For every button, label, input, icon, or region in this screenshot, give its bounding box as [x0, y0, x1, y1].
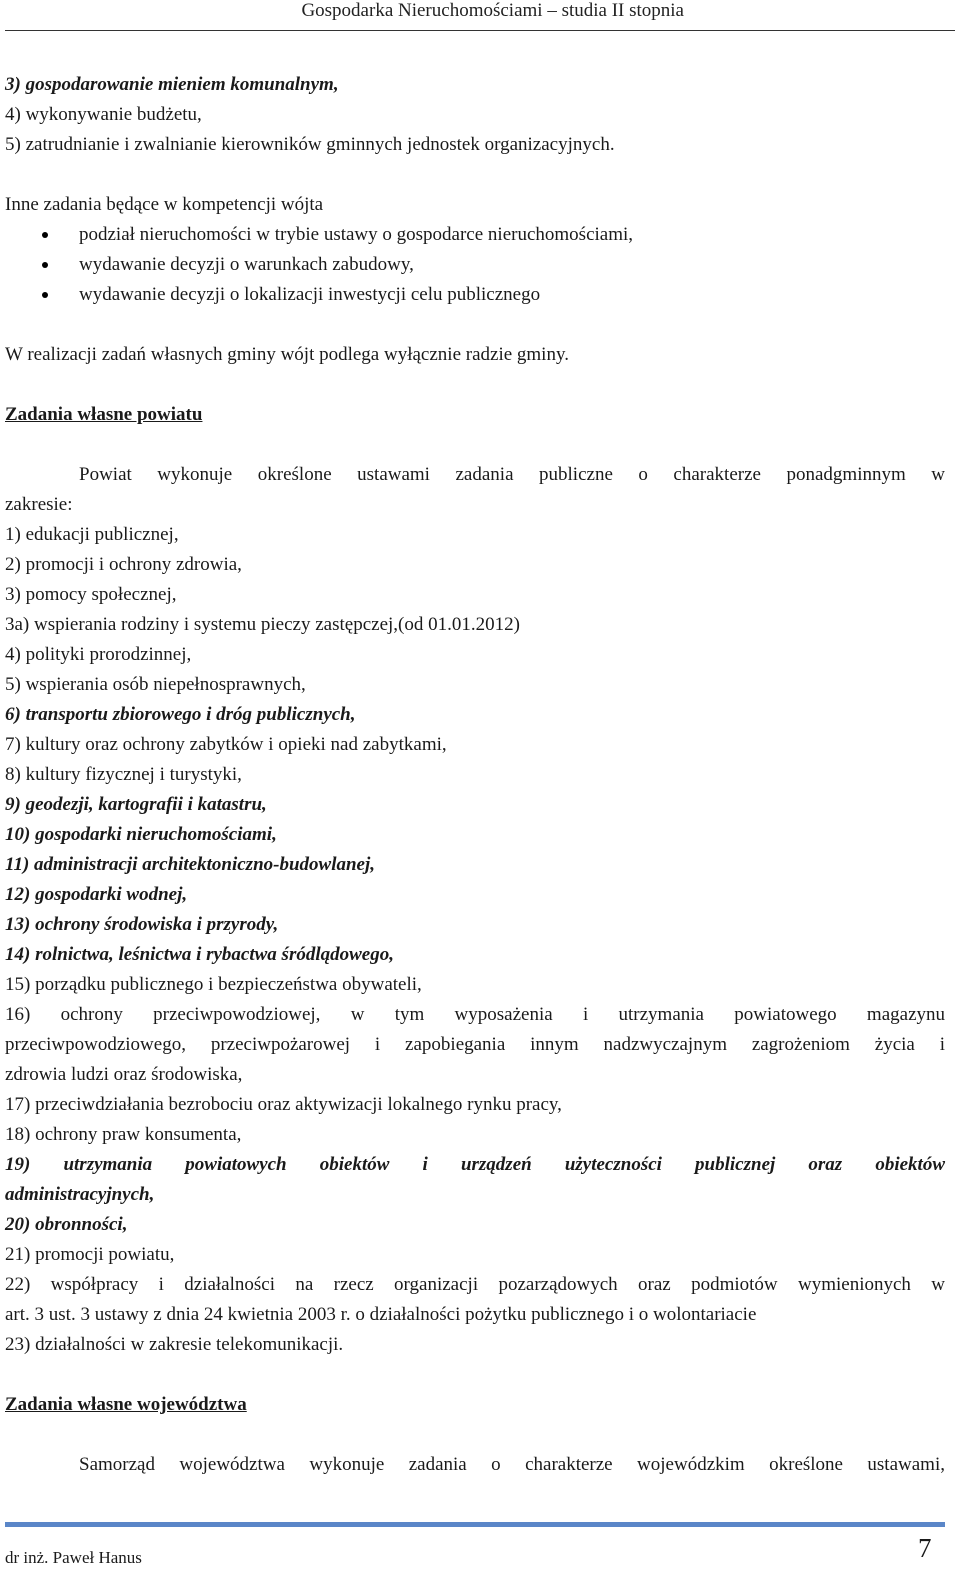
- spacer: [5, 370, 945, 400]
- powiat-task-item: 10) gospodarki nieruchomościami,: [5, 824, 277, 845]
- powiat-task-item: 16) ochrony przeciwpowodziowej, w tym wyposażenia i utrzymania powiatowego magazynu: [5, 1004, 945, 1025]
- powiat-task-item-cont: administracyjnych,: [5, 1184, 155, 1205]
- wojt-bullet-list: [5, 220, 945, 310]
- powiat-task-item-cont: art. 3 ust. 3 ustawy z dnia 24 kwietnia 2003 r. o działalności pożytku publicznego i o wolontariacie: [5, 1304, 757, 1325]
- header-rule: [5, 30, 955, 31]
- powiat-intro: Powiat wykonuje określone ustawami zadania publiczne o charakterze ponadgminnym w: [79, 464, 945, 485]
- powiat-task-item: 22) współpracy i działalności na rzecz organizacji pozarządowych oraz podmiotów wymienionych w: [5, 1274, 945, 1295]
- gmina-task-list: [5, 70, 945, 160]
- footer-author: dr inż. Paweł Hanus: [5, 1548, 142, 1567]
- wojt-note: W realizacji zadań własnych gminy wójt podlega wyłącznie radzie gminy.: [5, 344, 569, 365]
- powiat-task-item: 19) utrzymania powiatowych obiektów i urządzeń użyteczności publicznej oraz obiektów: [5, 1154, 945, 1175]
- powiat-task-item: 8) kultury fizycznej i turystyki,: [5, 764, 242, 785]
- powiat-task-item: 21) promocji powiatu,: [5, 1244, 175, 1265]
- powiat-task-item: 3) pomocy społecznej,: [5, 584, 177, 605]
- spacer: [5, 160, 945, 190]
- section-title-wojewodztwo: Zadania własne województwa: [5, 1394, 247, 1415]
- powiat-intro-cont: zakresie:: [5, 494, 73, 515]
- powiat-task-item: 13) ochrony środowiska i przyrody,: [5, 914, 279, 935]
- powiat-task-item: 9) geodezji, kartografii i katastru,: [5, 794, 267, 815]
- page-number: 7: [918, 1533, 932, 1563]
- powiat-task-list: [5, 520, 945, 1360]
- powiat-task-item: 7) kultury oraz ochrony zabytków i opieki nad zabytkami,: [5, 734, 447, 755]
- powiat-task-item-cont: przeciwpowodziowego, przeciwpożarowej i zapobiegania innym nadzwyczajnym zagrożeniom życia i: [5, 1034, 945, 1055]
- powiat-task-item: 5) wspierania osób niepełnosprawnych,: [5, 674, 306, 695]
- powiat-task-item-cont: zdrowia ludzi oraz środowiska,: [5, 1064, 243, 1085]
- powiat-task-item: 4) polityki prorodzinnej,: [5, 644, 192, 665]
- bullet-item: wydawanie decyzji o lokalizacji inwestycji celu publicznego: [5, 280, 945, 310]
- powiat-task-item: 11) administracji architektoniczno-budowlanej,: [5, 854, 376, 875]
- powiat-task-item: 18) ochrony praw konsumenta,: [5, 1124, 242, 1145]
- bullet-item: podział nieruchomości w trybie ustawy o gospodarce nieruchomościami,: [5, 220, 945, 250]
- powiat-task-item: 14) rolnictwa, leśnictwa i rybactwa śródlądowego,: [5, 944, 394, 965]
- spacer: [5, 1420, 945, 1450]
- powiat-task-item: 23) działalności w zakresie telekomunikacji.: [5, 1334, 344, 1355]
- footer-rule: [5, 1522, 945, 1527]
- powiat-task-item: 12) gospodarki wodnej,: [5, 884, 188, 905]
- spacer: [5, 310, 945, 340]
- gmina-task-item: 5) zatrudnianie i zwalnianie kierowników gminnych jednostek organizacyjnych.: [5, 134, 615, 155]
- powiat-task-item: 17) przeciwdziałania bezrobociu oraz aktywizacji lokalnego rynku pracy,: [5, 1094, 562, 1115]
- bullet-item: wydawanie decyzji o warunkach zabudowy,: [5, 250, 945, 280]
- gmina-task-item: 3) gospodarowanie mieniem komunalnym,: [5, 74, 339, 95]
- section-title-powiat: Zadania własne powiatu: [5, 404, 203, 425]
- powiat-task-item: 1) edukacji publicznej,: [5, 524, 179, 545]
- gmina-task-item: 4) wykonywanie budżetu,: [5, 104, 202, 125]
- document-body: [5, 70, 945, 1480]
- powiat-task-item: 20) obronności,: [5, 1214, 128, 1235]
- powiat-task-item: 3a) wspierania rodziny i systemu pieczy zastępczej,(od 01.01.2012): [5, 614, 520, 635]
- spacer: [5, 1360, 945, 1390]
- powiat-task-item: 2) promocji i ochrony zdrowia,: [5, 554, 242, 575]
- running-header: Gospodarka Nieruchomościami – studia II stopnia: [301, 0, 684, 21]
- wojt-intro: Inne zadania będące w kompetencji wójta: [5, 194, 324, 215]
- powiat-task-item: 6) transportu zbiorowego i dróg publicznych,: [5, 704, 356, 725]
- spacer: [5, 430, 945, 460]
- wojewodztwo-intro: Samorząd województwa wykonuje zadania o charakterze wojewódzkim określone ustawami,: [79, 1454, 945, 1475]
- powiat-task-item: 15) porządku publicznego i bezpieczeństwa obywateli,: [5, 974, 422, 995]
